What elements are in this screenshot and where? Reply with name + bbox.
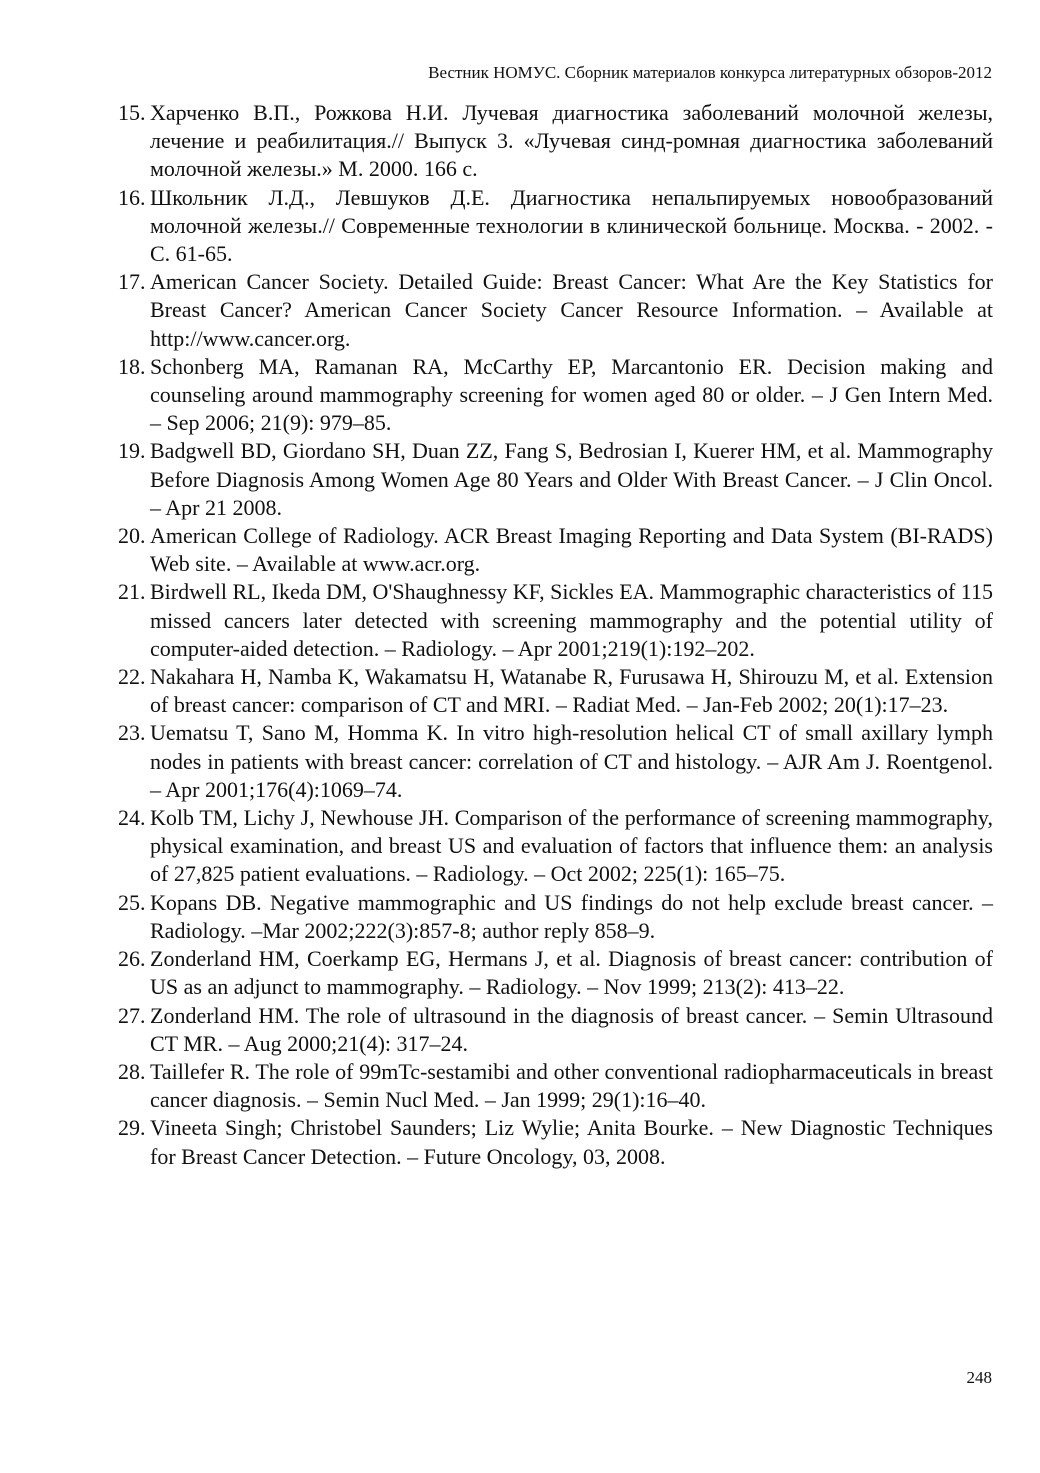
reference-item — [118, 1002, 993, 1058]
reference-number: 28. — [118, 1058, 146, 1084]
reference-number: 15. — [118, 100, 146, 125]
reference-number: 25. — [118, 889, 146, 915]
reference-text: Харченко В.П., Рожкова Н.И. Лучевая диагностика заболеваний молочной железы, лечение и реабилитация.// Выпуск 3. «Лучевая синд-ромная диагностика заболеваний молочной железы.» М. 2000. 166 с. — [150, 100, 993, 182]
reference-number: 17. — [118, 269, 146, 295]
reference-item — [118, 1114, 993, 1170]
reference-number: 24. — [118, 805, 146, 831]
reference-item — [118, 804, 993, 889]
reference-text: Vineeta Singh; Christobel Saunders; Liz Wylie; Anita Bourke. – New Diagnostic Techniques for Breast Cancer Detection. – Future Oncology, 03, 2008. — [150, 1115, 993, 1169]
reference-text: Zonderland HM, Coerkamp EG, Hermans J, et al. Diagnosis of breast cancer: contribution of US as an adjunct to mammography. – Radiology. – Nov 1999; 213(2): 413–22. — [150, 946, 993, 1000]
reference-number: 20. — [118, 523, 146, 549]
reference-text: Zonderland HM. The role of ultrasound in the diagnosis of breast cancer. – Semin Ultrasound CT MR. – Aug 2000;21(4): 317–24. — [150, 1002, 993, 1056]
reference-text: American Cancer Society. Detailed Guide: Breast Cancer: What Are the Key Statistics for Breast Cancer? American Cancer Society Cancer Resource Information. – Available at http://www.cancer.org. — [150, 269, 993, 351]
reference-item — [118, 268, 993, 353]
reference-text: Школьник Л.Д., Левшуков Д.Е. Диагностика непальпируемых новообразований молочной железы.// Современные технологии в клинической больнице. Москва. - 2002. - С. 61-65. — [150, 184, 993, 267]
reference-text: Badgwell BD, Giordano SH, Duan ZZ, Fang S, Bedrosian I, Kuerer HM, et al. Mammography Before Diagnosis Among Women Age 80 Years and Older With Breast Cancer. – J Clin Oncol. – Apr 21 2008. — [150, 438, 993, 520]
reference-text: Kopans DB. Negative mammographic and US findings do not help exclude breast cancer. –Radiology. –Mar 2002;222(3):857-8; author reply 858–9. — [150, 889, 993, 943]
reference-text: American College of Radiology. ACR Breast Imaging Reporting and Data System (BI-RADS) Web site. – Available at www.acr.org. — [150, 523, 993, 577]
reference-number: 22. — [118, 664, 146, 690]
reference-item — [118, 184, 993, 269]
reference-item — [118, 719, 993, 804]
reference-text: Taillefer R. The role of 99mTc-sestamibi and other conventional radiopharmaceuticals in breast cancer diagnosis. – Semin Nucl Med. – Jan 1999; 29(1):16–40. — [150, 1058, 993, 1113]
reference-item — [118, 437, 993, 522]
reference-text: Schonberg MA, Ramanan RA, McCarthy EP, Marcantonio ER. Decision making and counseling around mammography screening for women aged 80 or older. – J Gen Intern Med. – Sep 2006; 21(9): 979–85. — [150, 353, 993, 436]
reference-number: 29. — [118, 1115, 146, 1141]
reference-number: 27. — [118, 1002, 146, 1028]
reference-text: Kolb TM, Lichy J, Newhouse JH. Comparison of the performance of screening mammography, physical examination, and breast US and evaluation of factors that influence them: an analysis of 27,825 patient evaluations. – Radiology. – Oct 2002; 225(1): 165–75. — [150, 805, 993, 887]
page-number: 248 — [966, 1368, 992, 1387]
reference-item — [118, 99, 993, 184]
reference-number: 21. — [118, 579, 146, 605]
reference-text: Nakahara H, Namba K, Wakamatsu H, Watanabe R, Furusawa H, Shirouzu M, et al. Extension of breast cancer: comparison of CT and MRI. – Radiat Med. – Jan-Feb 2002; 20(1):17–23. — [150, 664, 993, 718]
reference-list — [118, 99, 993, 1171]
reference-item — [118, 522, 993, 578]
reference-number: 19. — [118, 438, 146, 464]
reference-number: 23. — [118, 720, 146, 746]
reference-number: 26. — [118, 946, 146, 972]
reference-item — [118, 945, 993, 1001]
reference-item — [118, 353, 993, 438]
reference-number: 16. — [118, 184, 146, 210]
running-header: Вестник НОМУС. Сборник материалов конкурса литературных обзоров-2012 — [428, 63, 992, 82]
reference-item — [118, 889, 993, 945]
reference-text: Birdwell RL, Ikeda DM, O'Shaughnessy KF, Sickles EA. Mammographic characteristics of 115 missed cancers later detected with screening mammography and the potential utility of computer-aided detection. – Radiology. – Apr 2001;219(1):192–202. — [150, 579, 993, 661]
reference-text: Uematsu T, Sano M, Homma K. In vitro high-resolution helical CT of small axillary lymph nodes in patients with breast cancer: correlation of CT and histology. – AJR Am J. Roentgenol. – Apr 2001;176(4):1069–74. — [150, 720, 993, 802]
reference-number: 18. — [118, 353, 146, 379]
reference-item — [118, 1058, 993, 1114]
reference-item — [118, 578, 993, 663]
reference-item — [118, 663, 993, 719]
